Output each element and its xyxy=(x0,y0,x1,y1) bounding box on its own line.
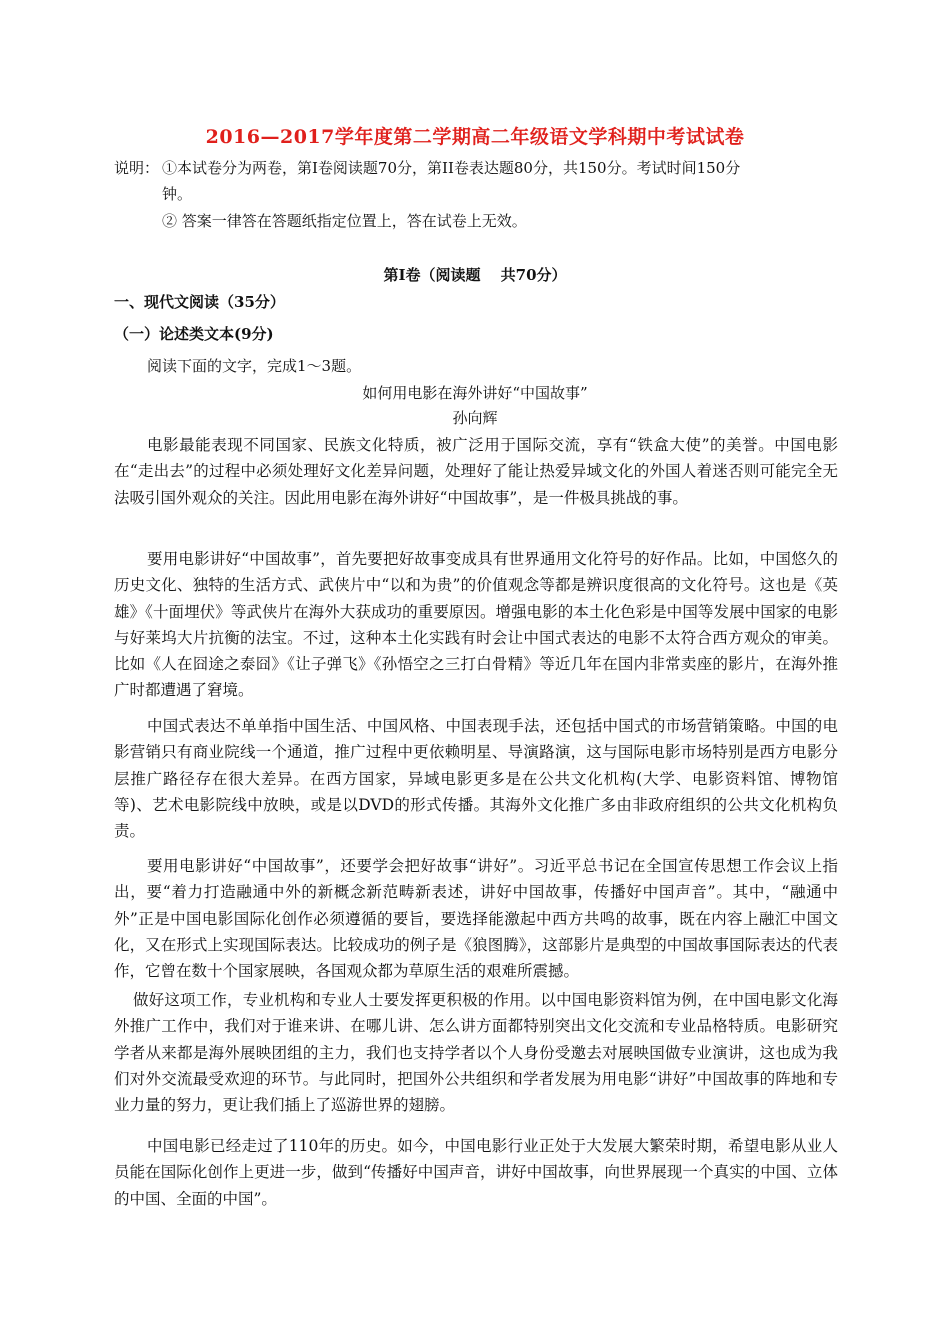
section-heading: 一、现代文阅读（35分） xyxy=(114,293,285,311)
subsection-heading: （一）论述类文本(9分) xyxy=(114,325,274,343)
note-2: ② 答案一律答在答题纸指定位置上，答在试卷上无效。 xyxy=(162,212,527,230)
article-author: 孙向辉 xyxy=(452,409,498,427)
part-heading: 第Ⅰ卷（阅读题 共70分） xyxy=(383,266,567,284)
note-1-line-1: ①本试卷分为两卷，第Ⅰ卷阅读题70分，第II卷表达题80分，共150分。考试时间150分 xyxy=(162,159,741,177)
article-title: 如何用电影在海外讲好“中国故事” xyxy=(362,384,588,402)
article-paragraph: 电影最能表现不同国家、民族文化特质，被广泛用于国际交流，享有“铁盒大使”的美誉。中国电影在“走出去”的过程中必须处理好文化差异问题，处理好了能让热爱异域文化的外国人着迷否则可能完全无法吸引国外观众的关注。因此用电影在海外讲好“中国故事”，是一件极具挑战的事。 xyxy=(114,436,838,507)
note-1-line-2: 钟。 xyxy=(162,185,193,203)
notes-label: 说明： xyxy=(114,159,160,177)
article-paragraph: 要用电影讲好“中国故事”，首先要把好故事变成具有世界通用文化符号的好作品。比如，中国悠久的历史文化、独特的生活方式、武侠片中“以和为贵”的价值观念等都是辨识度很高的文化符号。这也是《英雄》《十面埋伏》等武侠片在海外大获成功的重要原因。增强电影的本土化色彩是中国等发展中国家的电影与好莱坞大片抗衡的法宝。不过，这种本土化实践有时会让中国式表达的电影不太符合西方观众的审美。比如《人在囧途之泰囧》《让子弹飞》《孙悟空之三打白骨精》等近几年在国内非常卖座的影片，在海外推广时都遭遇了窘境。 xyxy=(114,550,838,700)
article-paragraph: 做好这项工作，专业机构和专业人士要发挥更积极的作用。以中国电影资料馆为例，在中国电影文化海外推广工作中，我们对于谁来讲、在哪儿讲、怎么讲方面都特别突出文化交流和专业品格特质。电影研究学者从来都是海外展映团组的主力，我们也支持学者以个人身份受邀去对展映国做专业演讲，这也成为我们对外交流最受欢迎的环节。与此同时，把国外公共组织和学者发展为用电影“讲好”中国故事的阵地和专业力量的努力，更让我们插上了巡游世界的翅膀。 xyxy=(114,991,838,1115)
article-paragraph: 要用电影讲好“中国故事”，还要学会把好故事“讲好”。习近平总书记在全国宣传思想工作会议上指出，要“着力打造融通中外的新概念新范畴新表述，讲好中国故事，传播好中国声音”。其中，“融通中外”正是中国电影国际化创作必须遵循的要旨，要选择能激起中西方共鸣的故事，既在内容上融汇中国文化，又在形式上实现国际表达。比较成功的例子是《狼图腾》，这部影片是典型的中国故事国际表达的代表作，它曾在数十个国家展映，各国观众都为草原生活的艰难所震撼。 xyxy=(114,857,838,981)
exam-title: 2016—2017学年度第二学期高二年级语文学科期中考试试卷 xyxy=(205,126,745,148)
article-paragraph: 中国式表达不单单指中国生活、中国风格、中国表现手法，还包括中国式的市场营销策略。中国的电影营销只有商业院线一个通道，推广过程中更依赖明星、导演路演，这与国际电影市场特别是西方电影分层推广路径存在很大差异。在西方国家，异域电影更多是在公共文化机构(大学、电影资料馆、博物馆等)、艺术电影院线中放映，或是以DVD的形式传播。其海外文化推广多由非政府组织的公共文化机构负责。 xyxy=(114,717,838,841)
article-paragraph: 中国电影已经走过了110年的历史。如今，中国电影行业正处于大发展大繁荣时期，希望电影从业人员能在国际化创作上更进一步，做到“传播好中国声音，讲好中国故事，向世界展现一个真实的中国、立体的中国、全面的中国”。 xyxy=(114,1137,838,1208)
reading-instruction: 阅读下面的文字，完成1～3题。 xyxy=(147,357,362,375)
